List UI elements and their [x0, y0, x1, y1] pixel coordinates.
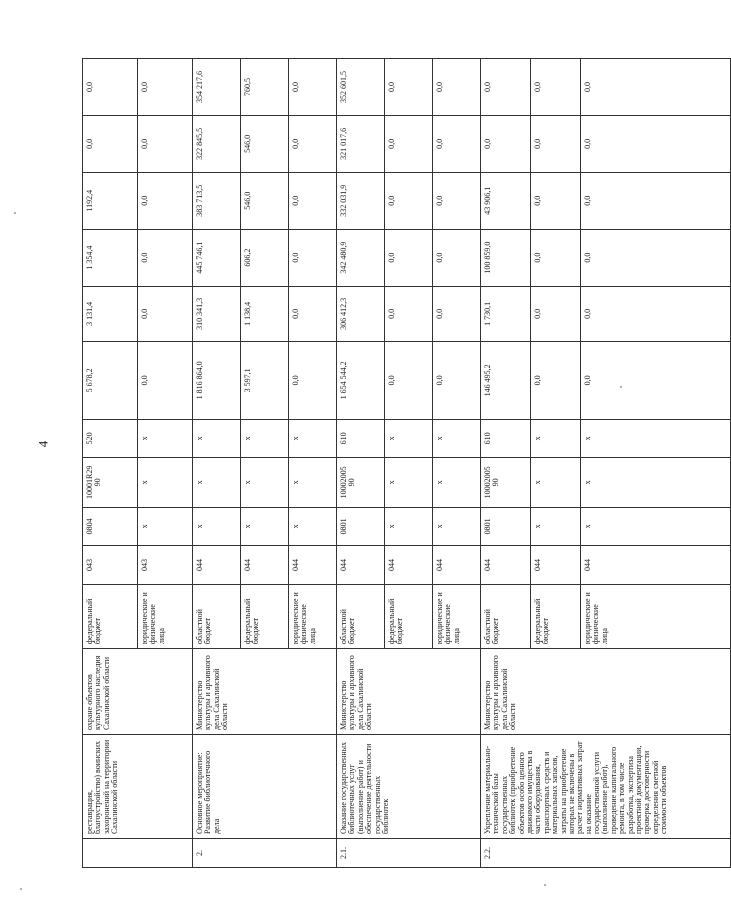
amount-cell: 0,0 [385, 172, 433, 229]
amount-cell: 0,0 [433, 229, 481, 286]
amount-cell: 1 354,4 [83, 229, 138, 286]
funding-source-cell: юридические и физические лица [289, 584, 337, 648]
responsible-cell: охране объектов культурного наследия Сахалинской области [83, 649, 193, 735]
funding-source-cell: юридические и физические лица [581, 584, 731, 648]
amount-cell: 332 031,9 [337, 172, 385, 229]
funding-source-cell: федеральный бюджет [385, 584, 433, 648]
grbs-code-cell: 043 [83, 546, 138, 585]
scan-speck [620, 386, 622, 388]
amount-cell: 0,0 [481, 115, 531, 172]
vr-code-cell: 610 [337, 419, 385, 458]
amount-cell: 3 597,1 [241, 342, 289, 419]
csr-code-cell: х [138, 458, 193, 507]
amount-cell: 1192,4 [83, 172, 138, 229]
amount-cell: 0,0 [83, 59, 138, 116]
grbs-code-cell: 044 [193, 546, 241, 585]
rzpr-code-cell: 0801 [337, 507, 385, 546]
scan-speck [20, 888, 22, 890]
rzpr-code-cell: 0804 [83, 507, 138, 546]
amount-cell: 1 654 544,2 [337, 342, 385, 419]
responsible-cell: Министерство культуры и архивного дела Сахалинской области [193, 649, 337, 735]
amount-cell: 606,2 [241, 229, 289, 286]
amount-cell: 0,0 [481, 59, 531, 116]
grbs-code-cell: 044 [481, 546, 531, 585]
grbs-code-cell: 044 [385, 546, 433, 585]
amount-cell: 146 495,2 [481, 342, 531, 419]
amount-cell: 0,0 [138, 115, 193, 172]
amount-cell: 0,0 [433, 115, 481, 172]
amount-cell: 1 816 864,0 [193, 342, 241, 419]
amount-cell: 0,0 [138, 229, 193, 286]
amount-cell: 3 131,4 [83, 286, 138, 342]
vr-code-cell: х [385, 419, 433, 458]
grbs-code-cell: 044 [289, 546, 337, 585]
funding-source-cell: юридические и физические лица [138, 584, 193, 648]
amount-cell: 0,0 [289, 59, 337, 116]
amount-cell: 321 017,6 [337, 115, 385, 172]
csr-code-cell: х [385, 458, 433, 507]
vr-code-cell: х [289, 419, 337, 458]
amount-cell: 0,0 [531, 172, 581, 229]
funding-source-cell: юридические и физические лица [433, 584, 481, 648]
measure-name-cell: Укрепление материально-технической базы государственных библиотек (приобретение объектов особо ценного движимого имущества в части оборудования, транспортных средств и материальных запасов, затраты на приобретение которых не включены в расчет нормативных затрат на оказание государственной услуги (выполнение работ), проведение капитального ремонта, в том числе разработка, экспертиза проектной документации, проверка достоверности определения сметной стоимости объектов [481, 734, 731, 838]
amount-cell: 0,0 [581, 342, 731, 419]
amount-cell: 43 906,1 [481, 172, 531, 229]
grbs-code-cell: 044 [337, 546, 385, 585]
vr-code-cell: х [433, 419, 481, 458]
amount-cell: 0,0 [289, 229, 337, 286]
funding-source-cell: федеральный бюджет [531, 584, 581, 648]
row-number-cell: 2. [193, 839, 337, 868]
amount-cell: 0,0 [531, 59, 581, 116]
funding-source-cell: федеральный бюджет [83, 584, 138, 648]
grbs-code-cell: 044 [241, 546, 289, 585]
amount-cell: 0,0 [385, 59, 433, 116]
page-number: 4 [35, 440, 51, 448]
rzpr-code-cell: х [581, 507, 731, 546]
rzpr-code-cell: х [433, 507, 481, 546]
table-body [83, 59, 731, 868]
amount-cell: 0,0 [433, 286, 481, 342]
amount-cell: 546,0 [241, 172, 289, 229]
table-row [481, 59, 531, 868]
amount-cell: 1 138,4 [241, 286, 289, 342]
amount-cell: 0,0 [581, 172, 731, 229]
amount-cell: 0,0 [138, 172, 193, 229]
funding-table [82, 58, 731, 868]
amount-cell: 0,0 [289, 115, 337, 172]
amount-cell: 352 601,5 [337, 59, 385, 116]
vr-code-cell: х [138, 419, 193, 458]
rzpr-code-cell: х [241, 507, 289, 546]
amount-cell: 383 713,5 [193, 172, 241, 229]
rzpr-code-cell: х [531, 507, 581, 546]
funding-source-cell: областной бюджет [193, 584, 241, 648]
vr-code-cell: х [241, 419, 289, 458]
amount-cell: 0,0 [385, 342, 433, 419]
vr-code-cell: 610 [481, 419, 531, 458]
amount-cell: 310 341,3 [193, 286, 241, 342]
rzpr-code-cell: х [289, 507, 337, 546]
amount-cell: 322 845,5 [193, 115, 241, 172]
csr-code-cell: 10002005 90 [337, 458, 385, 507]
amount-cell: 0,0 [385, 286, 433, 342]
csr-code-cell: х [581, 458, 731, 507]
amount-cell: 445 746,1 [193, 229, 241, 286]
amount-cell: 0,0 [531, 229, 581, 286]
amount-cell: 306 412,3 [337, 286, 385, 342]
amount-cell: 0,0 [531, 115, 581, 172]
csr-code-cell: х [531, 458, 581, 507]
amount-cell: 0,0 [531, 286, 581, 342]
amount-cell: 0,0 [433, 59, 481, 116]
csr-code-cell: 10002005 90 [481, 458, 531, 507]
funding-source-cell: федеральный бюджет [241, 584, 289, 648]
responsible-cell: Министерство культуры и архивного дела Сахалинской области [337, 649, 481, 735]
amount-cell: 546,0 [241, 115, 289, 172]
table-row [337, 59, 385, 868]
funding-source-cell: областной бюджет [337, 584, 385, 648]
amount-cell: 0,0 [385, 229, 433, 286]
row-number-cell: 2.1. [337, 839, 481, 868]
scan-speck [14, 212, 16, 214]
vr-code-cell: х [193, 419, 241, 458]
vr-code-cell: х [531, 419, 581, 458]
grbs-code-cell: 044 [581, 546, 731, 585]
rzpr-code-cell: х [193, 507, 241, 546]
scan-speck [544, 884, 546, 886]
rzpr-code-cell: х [385, 507, 433, 546]
csr-code-cell: х [433, 458, 481, 507]
grbs-code-cell: 044 [433, 546, 481, 585]
amount-cell: 0,0 [531, 342, 581, 419]
amount-cell: 0,0 [581, 229, 731, 286]
amount-cell: 0,0 [138, 342, 193, 419]
table-row [83, 59, 138, 868]
amount-cell: 0,0 [385, 115, 433, 172]
csr-code-cell: х [193, 458, 241, 507]
amount-cell: 342 480,9 [337, 229, 385, 286]
amount-cell: 1 730,1 [481, 286, 531, 342]
row-number-cell [83, 839, 193, 868]
amount-cell: 0,0 [289, 172, 337, 229]
measure-name-cell: Оказание государственных библиотечных услуг (выполнение работ) и обеспечение деятельности государственных библиотек [337, 734, 481, 838]
amount-cell: 760,5 [241, 59, 289, 116]
amount-cell: 0,0 [138, 286, 193, 342]
amount-cell: 0,0 [433, 342, 481, 419]
rzpr-code-cell: х [138, 507, 193, 546]
rzpr-code-cell: 0801 [481, 507, 531, 546]
vr-code-cell: х [581, 419, 731, 458]
rotated-page-content [82, 58, 669, 868]
amount-cell: 0,0 [138, 59, 193, 116]
csr-code-cell: х [289, 458, 337, 507]
amount-cell: 0,0 [83, 115, 138, 172]
amount-cell: 0,0 [289, 342, 337, 419]
table-row [193, 59, 241, 868]
amount-cell: 0,0 [581, 286, 731, 342]
grbs-code-cell: 044 [531, 546, 581, 585]
measure-name-cell: реставрация, благоустройство) воинских захоронений на территории Сахалинской области [83, 734, 193, 838]
amount-cell: 0,0 [289, 286, 337, 342]
amount-cell: 0,0 [433, 172, 481, 229]
csr-code-cell: х [241, 458, 289, 507]
csr-code-cell: 10001R29 90 [83, 458, 138, 507]
amount-cell: 354 217,6 [193, 59, 241, 116]
amount-cell: 0,0 [581, 59, 731, 116]
grbs-code-cell: 043 [138, 546, 193, 585]
funding-source-cell: областной бюджет [481, 584, 531, 648]
vr-code-cell: 520 [83, 419, 138, 458]
responsible-cell: Министерство культуры и архивного дела Сахалинской области [481, 649, 731, 735]
measure-name-cell: Основное мероприятие: Развитие библиотечного дела [193, 734, 337, 838]
amount-cell: 0,0 [581, 115, 731, 172]
row-number-cell: 2.2. [481, 839, 731, 868]
amount-cell: 5 678,2 [83, 342, 138, 419]
amount-cell: 100 859,0 [481, 229, 531, 286]
